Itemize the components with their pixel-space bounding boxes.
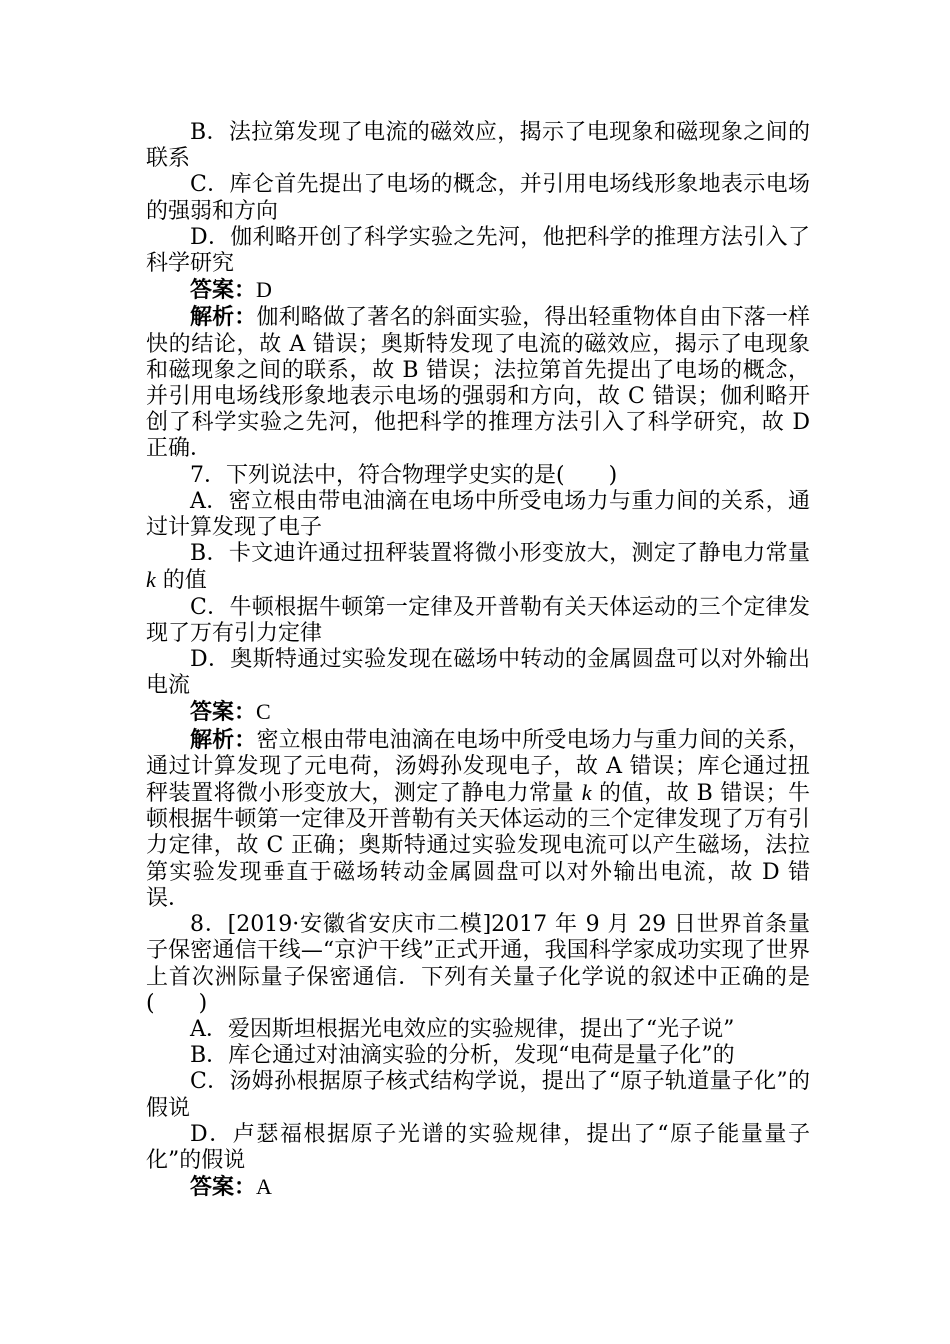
q7-option-c: C．牛顿根据牛顿第一定律及开普勒有关天体运动的三个定律发现了万有引力定律 bbox=[146, 594, 810, 646]
q6-option-c: C．库仑首先提出了电场的概念，并引用电场线形象地表示电场的强弱和方向 bbox=[146, 172, 810, 224]
q8-stem: 8．[2019·安徽省安庆市二模]2017 年 9 月 29 日世界首条量子保密通信干线—“京沪干线”正式开通，我国科学家成功实现了世界上首次洲际量子保密通信．下列有关量子化学说的叙述中正确的是( ) bbox=[146, 912, 810, 1016]
option-b-suffix: 的值 bbox=[155, 568, 207, 594]
q6-option-b: B．法拉第发现了电流的磁效应，揭示了电现象和磁现象之间的联系 bbox=[146, 120, 810, 172]
q8-option-d: D．卢瑟福根据原子光谱的实验规律，提出了“原子能量量子化”的假说 bbox=[146, 1121, 810, 1173]
answer-label: 答案： bbox=[190, 1174, 257, 1201]
answer-value: D bbox=[256, 277, 272, 303]
q8-option-c: C．汤姆孙根据原子核式结构学说，提出了“原子轨道量子化”的假说 bbox=[146, 1069, 810, 1121]
analysis-text-end: 的值，故 B 错误；牛顿根据牛顿第一定律及开普勒有关天体运动的三个定律发现了万有引力定律，故 C 正确；奥斯特通过实验发现电流可以产生磁场，法拉第实验发现垂直于磁场转动金属圆盘可以对外输出电流，故 D 错误． bbox=[146, 781, 810, 911]
answer-label: 答案： bbox=[190, 277, 257, 304]
analysis-label: 解析： bbox=[190, 304, 257, 331]
q6-answer bbox=[146, 277, 810, 304]
option-b-text: B．卡文迪许通过扭秤装置将微小形变放大，测定了静电力常量 bbox=[190, 541, 810, 567]
analysis-label: 解析： bbox=[190, 726, 257, 753]
answer-label: 答案： bbox=[190, 699, 257, 726]
q7-stem: 7．下列说法中，符合物理学史实的是( ) bbox=[190, 462, 618, 488]
q6-option-d: D．伽利略开创了科学实验之先河，他把科学的推理方法引入了科学研究 bbox=[146, 224, 810, 277]
constant-k: k bbox=[581, 780, 592, 806]
analysis-text: 密立根由带电油滴在电场中所受电场力与重力间的关系，通过计算发现了元电荷，汤姆孙发现电子，故 A 错误；库仑通过扭秤装置将微小形变放大，测定了静电力常量 bbox=[146, 727, 810, 807]
analysis-text: 伽利略做了著名的斜面实验，得出轻重物体自由下落一样快的结论，故 A 错误；奥斯特发现了电流的磁效应，揭示了电现象和磁现象之间的联系，故 B 错误；法拉第首先提出了电场的概念，并引用电场线形象地表示电场的强弱和方向，故 C 错误；伽利略开创了科学实验之先河，他把科学的推理方法引入了科学研究，故 D 正确． bbox=[146, 305, 810, 462]
q7-option-b bbox=[146, 541, 810, 594]
q6-analysis bbox=[146, 304, 810, 462]
document-page bbox=[146, 120, 810, 1201]
answer-value: A bbox=[256, 1174, 272, 1200]
q7-option-d: D．奥斯特通过实验发现在磁场中转动的金属圆盘可以对外输出电流 bbox=[146, 647, 810, 699]
q7-option-a: A．密立根由带电油滴在电场中所受电场力与重力间的关系，通过计算发现了电子 bbox=[146, 488, 810, 541]
q7-answer bbox=[146, 699, 810, 726]
q8-answer bbox=[146, 1174, 810, 1201]
constant-k: k bbox=[146, 567, 156, 593]
q7-analysis bbox=[146, 727, 810, 912]
q8-option-a: A．爱因斯坦根据光电效应的实验规律，提出了“光子说” bbox=[190, 1016, 735, 1042]
q8-option-b: B．库仑通过对油滴实验的分析，发现“电荷是量子化”的 bbox=[190, 1043, 735, 1069]
answer-value: C bbox=[256, 699, 271, 725]
